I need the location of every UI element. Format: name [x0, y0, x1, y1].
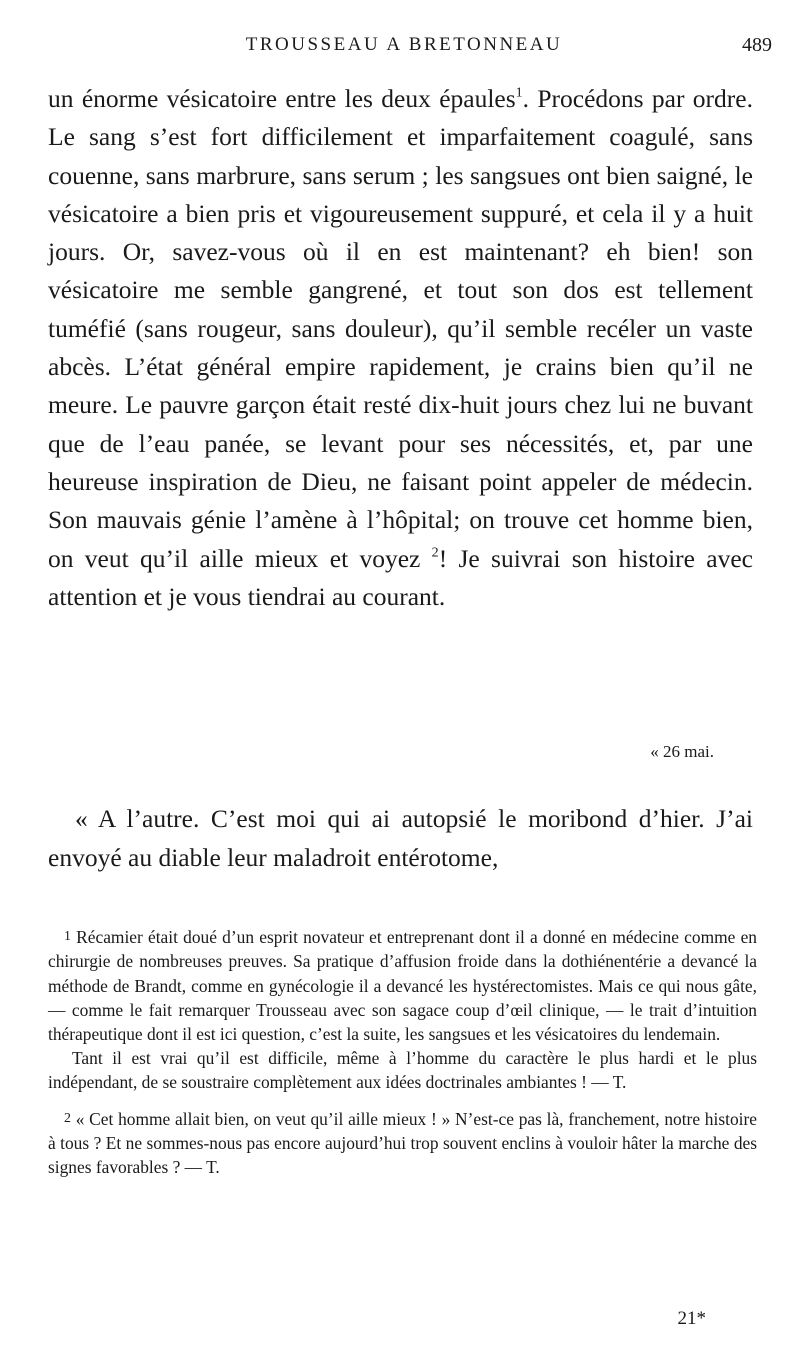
- page-number: 489: [742, 34, 772, 56]
- signature-mark: 21*: [677, 1308, 706, 1329]
- footnote-marker: 1: [64, 929, 71, 945]
- footnote-text: Récamier était doué d’un esprit novateur et entreprenant dont il a donné en médecine comme en chirurgie de nombreuses preuves. Sa pratique d’affusion froide dans la dothiénentérie a devancé la méthode de Brandt, comme en gynécologie il a devancé les hystérectomistes. Mais ce qui nous gâte, — comme le fait remarquer Trousseau avec son sagace coup d’œil clinique, — le trait d’intuition thérapeutique dont il est ici question, c’est la suite, les sangsues et les vésicatoires du lendemain.: [48, 927, 757, 1045]
- footnotes: [48, 925, 757, 1179]
- text-run: . Procédons par ordre. Le sang s’est fort difficilement et imparfaitement coagulé, sans couenne, sans marbrure, sans serum ; les sangsues ont bien saigné, le vésicatoire a bien pris et vigoureusement suppuré, et cela il y a huit jours. Or, savez-vous où il en est maintenant? eh bien! son vésicatoire me semble gangrené, et tout son dos est tellement tuméfié (sans rougeur, sans douleur), qu’il semble recéler un vaste abcès. L’état général empire rapidement, je crains bien qu’il ne meure. Le pauvre garçon était resté dix-huit jours chez lui ne buvant que de l’eau panée, se levant pour ses nécessités, et, par une heureuse inspiration de Dieu, ne faisant point appeler de médecin. Son mauvais génie l’amène à l’hôpital; on trouve cet homme bien, on veut qu’il aille mieux et voyez: [48, 84, 753, 573]
- text-run: ! Je suivrai son histoire avec attention et je vous tiendrai au courant.: [48, 543, 753, 611]
- running-head: [48, 30, 772, 60]
- footnote-1-continuation: Tant il est vrai qu’il est difficile, même à l’homme du caractère le plus hardi et le plus indépendant, de se soustraire complètement aux idées doctrinales ambiantes ! — T.: [48, 1048, 757, 1093]
- dateline: « 26 mai.: [650, 742, 714, 761]
- footnote-ref: 2: [431, 545, 439, 561]
- footnote-1: [48, 925, 757, 1046]
- footnote-marker: 2: [64, 1110, 71, 1126]
- footnote-2: [48, 1107, 757, 1180]
- text-run: un énorme vésicatoire entre les deux épaules: [48, 84, 516, 113]
- paragraph: « A l’autre. C’est moi qui ai autopsié le moribond d’hier. J’ai envoyé au diable leur maladroit entérotome,: [48, 804, 753, 872]
- main-text: [48, 80, 753, 616]
- paragraph: [48, 80, 753, 616]
- running-title: TROUSSEAU A BRETONNEAU: [245, 34, 563, 55]
- footnote-ref: 1: [515, 85, 523, 101]
- letter-text: [48, 799, 753, 877]
- footnote-text: « Cet homme allait bien, on veut qu’il aille mieux ! » N’est-ce pas là, franchement, notre histoire à tous ? Et ne sommes-nous pas encore aujourd’hui trop souvent enclins à vouloir hâter la marche des signes favorables ? — T.: [48, 1108, 757, 1178]
